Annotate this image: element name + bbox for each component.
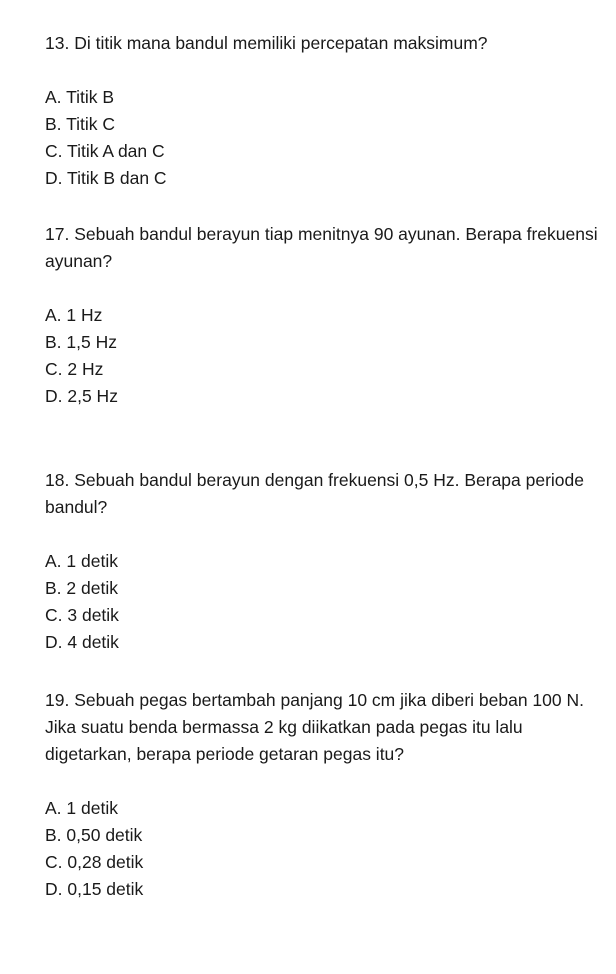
option-c: C. 3 detik <box>45 605 119 625</box>
answer-options <box>45 302 605 410</box>
question-18 <box>45 467 605 656</box>
option-d: D. Titik B dan C <box>45 168 167 188</box>
question-17 <box>45 221 605 410</box>
question-13 <box>45 30 605 192</box>
option-b: B. 1,5 Hz <box>45 332 117 352</box>
option-a: A. Titik B <box>45 87 115 107</box>
question-text: 19. Sebuah pegas bertambah panjang 10 cm jika diberi beban 100 N. Jika suatu benda bermassa 2 kg diikatkan pada pegas itu lalu digetarkan, berapa periode getaran pegas itu? <box>45 690 589 764</box>
question-text: 18. Sebuah bandul berayun dengan frekuensi 0,5 Hz. Berapa periode bandul? <box>45 470 589 517</box>
option-c: C. 0,28 detik <box>45 852 144 872</box>
question-text: 17. Sebuah bandul berayun tiap menitnya 90 ayunan. Berapa frekuensi ayunan? <box>45 224 603 271</box>
option-c: C. 2 Hz <box>45 359 104 379</box>
option-a: A. 1 detik <box>45 798 118 818</box>
option-d: D. 2,5 Hz <box>45 386 118 406</box>
option-a: A. 1 detik <box>45 551 118 571</box>
option-b: B. Titik C <box>45 114 116 134</box>
option-c: C. Titik A dan C <box>45 141 165 161</box>
option-d: D. 4 detik <box>45 632 119 652</box>
option-b: B. 0,50 detik <box>45 825 143 845</box>
option-b: B. 2 detik <box>45 578 118 598</box>
answer-options <box>45 795 605 903</box>
question-19 <box>45 687 605 903</box>
question-text: 13. Di titik mana bandul memiliki percepatan maksimum? <box>45 33 488 53</box>
option-d: D. 0,15 detik <box>45 879 144 899</box>
answer-options <box>45 548 605 656</box>
option-a: A. 1 Hz <box>45 305 103 325</box>
answer-options <box>45 84 605 192</box>
